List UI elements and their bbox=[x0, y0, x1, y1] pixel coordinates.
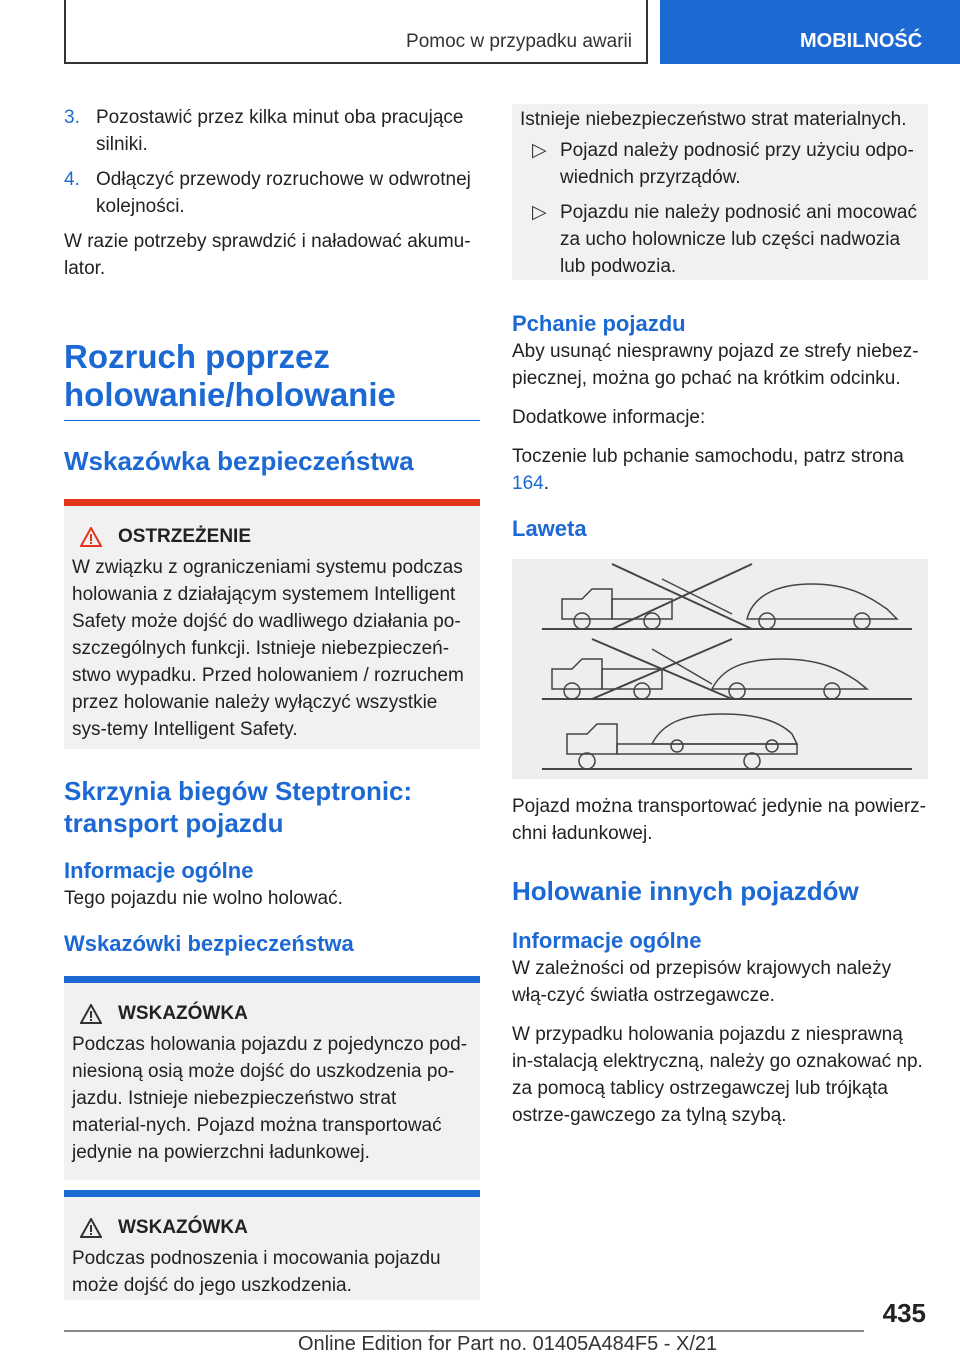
header-section-title: Pomoc w przypadku awarii bbox=[406, 31, 632, 52]
general-info-text: Tego pojazdu nie wolno holować. bbox=[64, 888, 343, 909]
note-title-row bbox=[80, 1217, 472, 1239]
step-item bbox=[64, 166, 480, 220]
note-box-2 bbox=[64, 1190, 480, 1300]
push-text: Aby usunąć niesprawny pojazd ze strefy niebez-piecznej, można go pchać na krótkim odcinku. bbox=[512, 341, 919, 389]
general-info-heading-2: Informacje ogólne bbox=[512, 928, 702, 953]
warning-text: W związku z ograniczeniami systemu podczas holowania z działającym systemem Intelligent Safety może dojść do wadliwego działania po-szczególnych funkcji. Istnieje niebezpieczeń-stwo wypadku. Przed holowaniem / rozruchem przez holowanie należy wyłączyć wszystkie sys-temy Intelligent Safety. bbox=[72, 557, 464, 740]
tow-text-1: W zależności od przepisów krajowych należy włą-czyć światła ostrzegawcze. bbox=[512, 958, 892, 1006]
safety-heading: Wskazówka bezpieczeństwa bbox=[64, 446, 414, 476]
warning-triangle-icon bbox=[80, 1004, 102, 1024]
header-chapter-label: MOBILNOŚĆ bbox=[800, 30, 923, 52]
bullet-triangle-icon: ▷ bbox=[532, 202, 547, 223]
main-heading: Rozruch poprzez holowanie/holowanie bbox=[64, 338, 480, 421]
intro-paragraph: W razie potrzeby sprawdzić i naładować akumu-lator. bbox=[64, 231, 471, 279]
warning-title-row bbox=[80, 526, 472, 548]
step-text: Odłączyć przewody rozruchowe w odwrotnej kolejności. bbox=[96, 169, 471, 217]
left-column bbox=[64, 104, 480, 1300]
more-info-label: Dodatkowe informacje: bbox=[512, 407, 706, 428]
note-title-row bbox=[80, 1003, 472, 1025]
continued-box bbox=[512, 104, 928, 280]
warning-triangle-icon bbox=[80, 1218, 102, 1238]
general-info-heading: Informacje ogólne bbox=[64, 858, 254, 883]
warning-title: OSTRZEŻENIE bbox=[118, 526, 252, 547]
page-link[interactable]: 164 bbox=[512, 473, 544, 494]
tow-other-heading: Holowanie innych pojazdów bbox=[512, 876, 859, 906]
step-item bbox=[64, 104, 480, 158]
footer-divider bbox=[64, 1330, 864, 1332]
list-item bbox=[520, 137, 920, 191]
note-box-1 bbox=[64, 976, 480, 1180]
footer-edition: Online Edition for Part no. 01405A484F5 - X/21 bbox=[298, 1333, 718, 1355]
step-number: 3. bbox=[64, 107, 80, 128]
towing-illustration bbox=[512, 559, 928, 779]
list-item bbox=[520, 199, 920, 280]
step-number: 4. bbox=[64, 169, 80, 190]
header-chapter-tab[interactable] bbox=[660, 0, 960, 64]
note-text: Podczas podnoszenia i mocowania pojazdu może dojść do jego uszkodzenia. bbox=[72, 1248, 441, 1296]
tow-text-2: W przypadku holowania pojazdu z niesprawną in-stalacją elektryczną, należy go oznakować np. za pomocą tablicy ostrzegawczej lub trójkąta ostrze-gawczego za tylną szybą. bbox=[512, 1024, 923, 1126]
bullet-triangle-icon: ▷ bbox=[532, 140, 547, 161]
rolling-text: Toczenie lub pchanie samochodu, patrz strona 164. bbox=[512, 446, 904, 494]
page-number: 435 bbox=[882, 1298, 926, 1328]
right-column bbox=[512, 104, 928, 1141]
warning-triangle-icon bbox=[80, 527, 102, 547]
safety-tips-heading: Wskazówki bezpieczeństwa bbox=[64, 931, 354, 956]
list-item-text: Pojazd należy podnosić przy użyciu odpo-wiednich przyrządów. bbox=[560, 140, 914, 188]
header-section-box bbox=[64, 0, 648, 64]
step-text: Pozostawić przez kilka minut oba pracujące silniki. bbox=[96, 107, 464, 155]
laweta-heading: Laweta bbox=[512, 516, 587, 541]
continued-intro: Istnieje niebezpieczeństwo strat materialnych. bbox=[520, 109, 907, 130]
list-item-text: Pojazdu nie należy podnosić ani mocować za ucho holownicze lub części nadwozia lub podwozia. bbox=[560, 202, 917, 277]
note-title: WSKAZÓWKA bbox=[118, 1217, 248, 1238]
warning-box bbox=[64, 499, 480, 749]
note-title: WSKAZÓWKA bbox=[118, 1003, 248, 1024]
note-text: Podczas holowania pojazdu z pojedynczo pod-niesioną osią może dojść do uszkodzenia po-jazdu. Istnieje niebezpieczeństwo strat material-nych. Pojazd można transportować jedynie na powierzchni ładunkowej. bbox=[72, 1034, 468, 1163]
push-heading: Pchanie pojazdu bbox=[512, 311, 686, 336]
steptronic-heading: Skrzynia biegów Steptronic: transport pojazdu bbox=[64, 776, 413, 838]
laweta-text: Pojazd można transportować jedynie na powierz-chni ładunkowej. bbox=[512, 796, 926, 844]
